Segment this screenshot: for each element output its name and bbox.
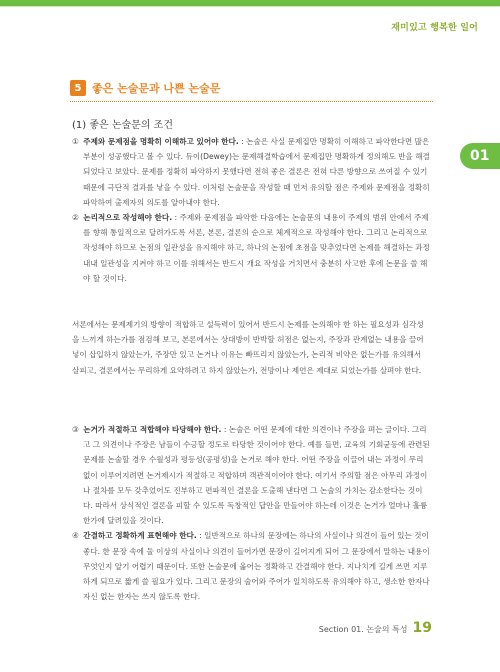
paragraph-lead: 논거가 적절하고 적합해야 타당해야 한다. (83, 425, 222, 434)
paragraph-text: : 주제와 문제점을 파악한 다음에는 논술문의 내용이 주제의 범위 안에서 주제를 향해 통일적으로 달려가도록 서론, 본론, 결론의 순으로 체계적으로 작성해야 한다. 그리고 논리적으로 작성해야 하므로 논점의 일관성을 유지해야 하고, 하나의 논점에 초점을 맞추었다면 논제를 해결하는 과정 내내 일관성을 지켜야 하고 이를 위해서는 반드시 개요 작성을 거치면서 충분히 사고한 후에 논문을 쓸 해야 할 것이다. (83, 213, 430, 283)
page-footer (319, 620, 432, 636)
footer-section-label: Section 01. 논술의 특성 (318, 625, 408, 634)
paragraph-number: ② (72, 213, 79, 223)
paragraph-lead: 주제와 문제점을 명확히 이해하고 있어야 한다. (83, 137, 239, 146)
running-header: 재미있고 행복한 일어 (391, 23, 478, 33)
section-number-badge: 5 (70, 80, 86, 96)
page-number: 19 (412, 620, 432, 636)
paragraph-text: : 일반적으로 하나의 문장에는 하나의 사실이나 의견이 들어 있는 것이 좋다. 한 문장 속에 둘 이상의 사실이나 의견이 들어가면 문장이 길어지게 되어 그 문장에서 말하는 내용이 무엇인지 알기 어렵기 때문이다. 또한 논술문에 옮어는 정확하고 간결해야 한다. 지나치게 길게 쓰면 지루하게 되므로 짧게 쓸 필요가 있다. 그리고 문장의 술어와 주어가 일치하도록 유의해야 하고, 생소한 한자나 자신 없는 한자는 쓰지 않도록 한다. (83, 531, 430, 602)
section-title: 좋은 논술문과 나쁜 논술문 (92, 82, 221, 95)
paragraph-3 (72, 422, 430, 528)
paragraph-number: ④ (72, 531, 79, 541)
paragraph-text: : 논술은 사실 문제집만 명확히 이해하고 파악한다면 많은 부분이 성공했다고 볼 수 있다. 듀이(Dewey)는 문제해결학습에서 문제집만 명확하게 정의해도 반을 해결되었다고 보았다. 문제를 정확히 파악하지 못했다면 전혀 좋은 결론은 전혀 다른 방향으로 쓰여질 수 있기 때문에 극단적 결과를 낳을 수 있다. 이처럼 논술문을 작성할 때 먼저 유의할 점은 주제와 문제점을 정확히 파악하여 출제자의 의도를 알아내야 한다. (83, 137, 430, 207)
paragraph-lead: 논리적으로 작성해야 한다. (83, 213, 173, 223)
body-text-part1 (72, 134, 430, 286)
paragraph-number: ① (72, 137, 79, 146)
subsection-title: (1) 좋은 논술문의 조건 (72, 120, 173, 131)
header-divider (0, 6, 500, 7)
paragraph-number: ③ (72, 425, 79, 434)
chapter-tab: 01 (460, 143, 500, 169)
paragraph-2 (72, 210, 430, 286)
section-underline (70, 101, 433, 102)
body-text-part2 (72, 317, 430, 378)
paragraph-4 (72, 528, 430, 604)
paragraph-lead: 간결하고 정확하게 표현해야 한다. (83, 531, 197, 541)
paragraph-1 (72, 134, 430, 210)
paragraph-text: : 논술은 어떤 문제에 대한 의견이나 주장을 펴는 글이다. 그리고 그 의견이나 주장은 남들이 수긍할 정도로 타당한 것이어야 한다. 예를 들면, 교육의 기회균등에 관련된 문제를 논술할 경우 수월성과 평등성(공평성)을 논거로 해야 한다. 어떤 주장을 이끌어 내는 과정이 무리 없이 이루어지려면 논거제시가 적절하고 적합하며 객관적이어야 한다. 여기서 주의할 점은 아무리 과정이나 절차를 모두 갖추었어도 진부하고 편파적인 결론을 도출해 낸다면 그 논술의 가치는 감소한다는 것이다. 따라서 상식적인 결론을 피할 수 있도록 독창적인 답안을 만들어야 하는데 이것은 논거가 얼마나 훌륭한가에 달려있을 것이다. (83, 425, 430, 526)
body-text-part3 (72, 422, 430, 604)
plain-paragraph: 서론에서는 문제제기의 방향이 적합하고 설득력이 있어서 반드시 논제를 논의해야 한 하는 필요성과 심각성을 느끼게 하는가를 점검해 보고, 본론에서는 상대방이 반박할 허점은 없는지, 주장과 관계없는 내용을 끌어넣이 삽입하지 않았는가, 주장만 있고 논거나 이유는 빠뜨리지 않았는가, 논리적 비약은 없는가를 유의해서 살피고, 결론에서는 무리하게 요약하려고 하지 않았는가, 전망이나 제언은 제대로 되었는가를 살펴야 한다. (72, 320, 424, 375)
section-heading (70, 80, 220, 96)
